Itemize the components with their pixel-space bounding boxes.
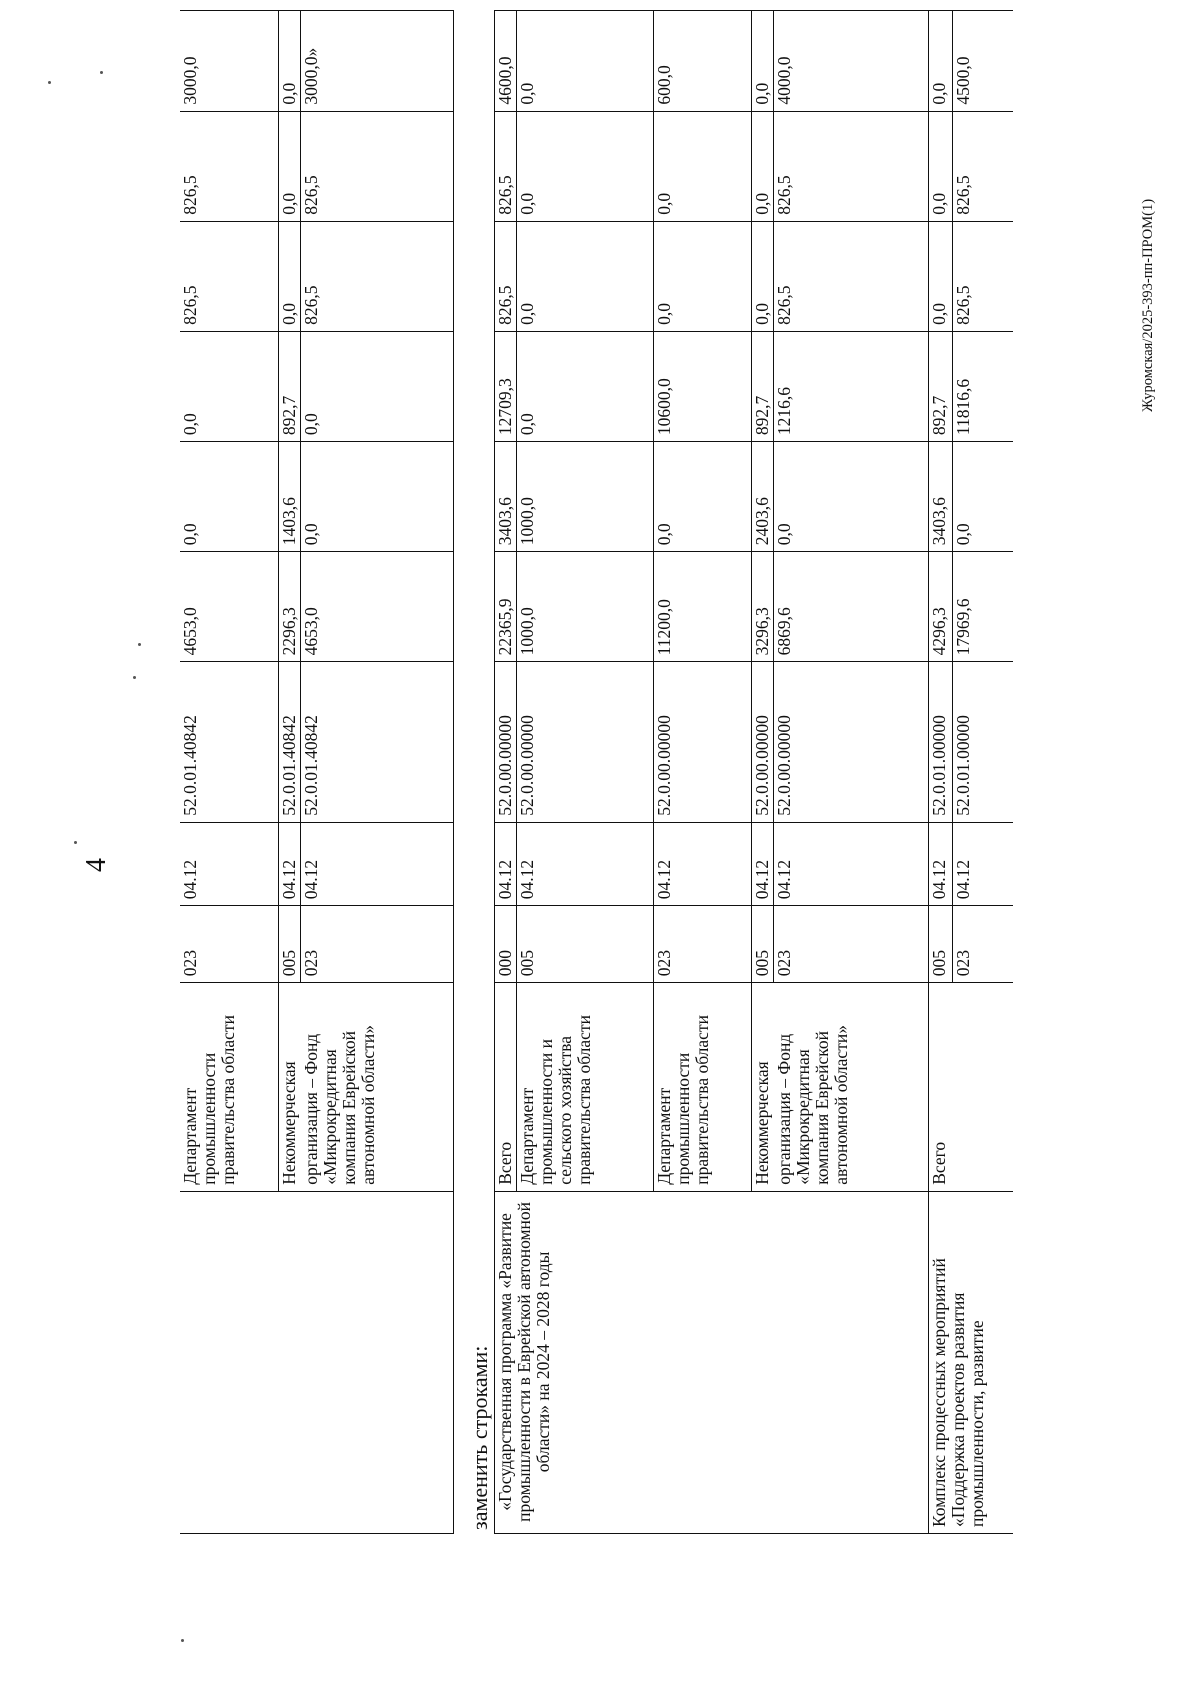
- value-cell: 0,0: [517, 221, 654, 331]
- grbs-cell: 005: [517, 906, 654, 983]
- value-cell: 2403,6: [752, 442, 774, 552]
- value-cell: 3403,6: [928, 442, 952, 552]
- rz-cell: 04.12: [774, 822, 929, 905]
- value-cell: 17969,6: [952, 552, 1013, 662]
- value-cell: 4653,0: [180, 552, 279, 662]
- csr-cell: 52.0.01.00000: [928, 662, 952, 822]
- value-cell: 826,5: [952, 111, 1013, 221]
- dept-cell: Всего: [495, 983, 517, 1192]
- grbs-cell: 023: [180, 906, 279, 983]
- value-cell: 0,0: [928, 11, 952, 112]
- program-cell: «Государственная программа «Развитие промышленности в Еврейской автономной области» на 2024 – 2028 годы: [495, 1191, 929, 1533]
- value-cell: 0,0: [517, 331, 654, 441]
- document-footer-code: Журомская/2025-393-пп-ПРОМ(1): [1140, 198, 1156, 412]
- csr-cell: 52.0.01.40842: [301, 662, 454, 822]
- value-cell: 826,5: [180, 111, 279, 221]
- value-cell: 11200,0: [654, 552, 752, 662]
- value-cell: 0,0: [180, 442, 279, 552]
- value-cell: 4653,0: [301, 552, 454, 662]
- value-cell: 892,7: [928, 331, 952, 441]
- budget-table-continued: [180, 10, 454, 1534]
- grbs-cell: 023: [774, 906, 929, 983]
- grbs-cell: 005: [279, 906, 301, 983]
- csr-cell: 52.0.00.00000: [774, 662, 929, 822]
- value-cell: 0,0: [180, 331, 279, 441]
- scan-speck: [181, 1639, 184, 1642]
- complex-cell: Комплекс процессных мероприятий «Поддержка проектов развития промышленности, развитие: [928, 1191, 1013, 1533]
- value-cell: 2296,3: [279, 552, 301, 662]
- csr-cell: 52.0.00.00000: [495, 662, 517, 822]
- value-cell: 0,0: [654, 442, 752, 552]
- value-cell: 0,0: [654, 111, 752, 221]
- scan-speck: [74, 841, 77, 844]
- csr-cell: 52.0.01.40842: [279, 662, 301, 822]
- value-cell: 0,0: [928, 111, 952, 221]
- grbs-cell: 000: [495, 906, 517, 983]
- value-cell: 12709,3: [495, 331, 517, 441]
- rz-cell: 04.12: [279, 822, 301, 905]
- value-cell: 0,0: [301, 331, 454, 441]
- budget-table-replacement: [494, 10, 1013, 1534]
- value-cell: 1216,6: [774, 331, 929, 441]
- table-row: [928, 11, 952, 1534]
- value-cell: 6869,6: [774, 552, 929, 662]
- grbs-cell: 005: [928, 906, 952, 983]
- grbs-cell: 023: [654, 906, 752, 983]
- value-cell: 3000,0: [180, 11, 279, 112]
- value-cell: 0,0: [279, 111, 301, 221]
- rz-cell: 04.12: [654, 822, 752, 905]
- value-cell: 826,5: [180, 221, 279, 331]
- value-cell: 0,0: [928, 221, 952, 331]
- value-cell: 22365,9: [495, 552, 517, 662]
- value-cell: 826,5: [301, 111, 454, 221]
- value-cell: 4500,0: [952, 11, 1013, 112]
- value-cell: 4296,3: [928, 552, 952, 662]
- dept-cell: Департамент промышленности правительства области: [654, 983, 752, 1192]
- dept-cell: Некоммерческая: [279, 983, 301, 1192]
- grbs-cell: 023: [952, 906, 1013, 983]
- value-cell: 3296,3: [752, 552, 774, 662]
- value-cell: 1000,0: [517, 442, 654, 552]
- replace-heading: заменить строками:: [467, 1345, 492, 1530]
- dept-cell: Департамент промышленности и сельского хозяйства правительства области: [517, 983, 654, 1192]
- csr-cell: 52.0.00.00000: [752, 662, 774, 822]
- value-cell: 0,0: [952, 442, 1013, 552]
- dept-cell: Всего: [928, 983, 1013, 1192]
- value-cell: 0,0: [752, 221, 774, 331]
- rz-cell: 04.12: [752, 822, 774, 905]
- rz-cell: 04.12: [495, 822, 517, 905]
- csr-cell: 52.0.01.40842: [180, 662, 279, 822]
- rz-cell: 04.12: [517, 822, 654, 905]
- value-cell: 4000,0: [774, 11, 929, 112]
- value-cell: 826,5: [495, 111, 517, 221]
- rz-cell: 04.12: [928, 822, 952, 905]
- value-cell: 826,5: [774, 221, 929, 331]
- scan-speck: [138, 643, 141, 646]
- value-cell: 0,0: [654, 221, 752, 331]
- value-cell: 0,0: [517, 111, 654, 221]
- value-cell: 0,0: [752, 111, 774, 221]
- rz-cell: 04.12: [180, 822, 279, 905]
- value-cell: 1403,6: [279, 442, 301, 552]
- scan-speck: [133, 676, 136, 679]
- value-cell: 600,0: [654, 11, 752, 112]
- value-cell: 10600,0: [654, 331, 752, 441]
- value-cell: 826,5: [774, 111, 929, 221]
- value-cell: 1000,0: [517, 552, 654, 662]
- value-cell: 826,5: [495, 221, 517, 331]
- table-row: [495, 11, 517, 1534]
- scan-speck: [100, 71, 103, 74]
- value-cell: 0,0: [279, 11, 301, 112]
- dept-cell: организация – Фонд «Микрокредитная компания Еврейской автономной области»: [774, 983, 929, 1192]
- dept-cell: Некоммерческая: [752, 983, 774, 1192]
- value-cell: 4600,0: [495, 11, 517, 112]
- grbs-cell: 023: [301, 906, 454, 983]
- dept-cell: организация – Фонд «Микрокредитная компания Еврейской автономной области»: [301, 983, 454, 1192]
- value-cell: 892,7: [752, 331, 774, 441]
- csr-cell: 52.0.01.00000: [952, 662, 1013, 822]
- value-cell: 0,0: [301, 442, 454, 552]
- value-cell: 3000,0»: [301, 11, 454, 112]
- rz-cell: 04.12: [301, 822, 454, 905]
- rz-cell: 04.12: [952, 822, 1013, 905]
- value-cell: 0,0: [279, 221, 301, 331]
- table-row: [180, 11, 279, 1534]
- value-cell: 0,0: [752, 11, 774, 112]
- value-cell: 892,7: [279, 331, 301, 441]
- csr-cell: 52.0.00.00000: [517, 662, 654, 822]
- csr-cell: 52.0.00.00000: [654, 662, 752, 822]
- program-cell-empty: [180, 1191, 453, 1533]
- scan-speck: [48, 81, 51, 84]
- grbs-cell: 005: [752, 906, 774, 983]
- dept-cell: Департамент промышленности правительства области: [180, 983, 279, 1192]
- value-cell: 11816,6: [952, 331, 1013, 441]
- value-cell: 3403,6: [495, 442, 517, 552]
- value-cell: 826,5: [301, 221, 454, 331]
- value-cell: 0,0: [774, 442, 929, 552]
- page-number: 4: [81, 858, 112, 872]
- value-cell: 826,5: [952, 221, 1013, 331]
- value-cell: 0,0: [517, 11, 654, 112]
